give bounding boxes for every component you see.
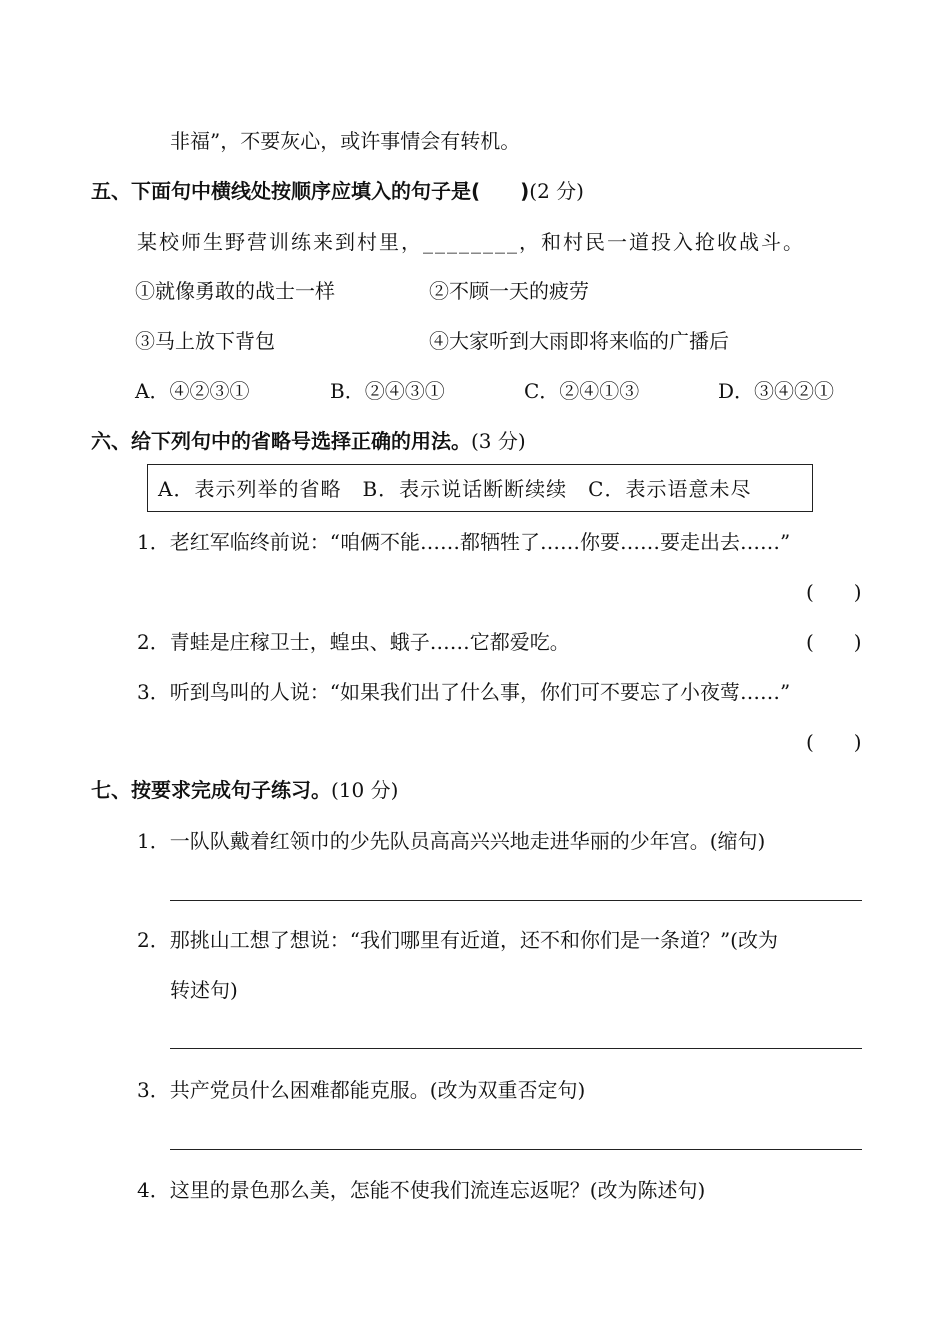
section-5-points: (2 分)	[529, 179, 584, 203]
ellipsis-usage-box	[147, 464, 813, 512]
section-5-heading	[91, 177, 584, 205]
answer-paren-3[interactable]: ( )	[806, 730, 862, 754]
answer-line-1[interactable]	[170, 900, 862, 901]
answer-line-3[interactable]	[170, 1149, 862, 1150]
section-5-sentence: 某校师生野营训练来到村里，________，和村民一道投入抢收战斗。	[137, 230, 805, 254]
answer-paren-2[interactable]: ( )	[806, 630, 862, 654]
sentence-option-1: ①就像勇敢的战士一样	[135, 279, 335, 303]
section-7-question-2-cont: 转述句)	[170, 978, 238, 1002]
section-7-points: (10 分)	[331, 778, 399, 802]
answer-paren-1[interactable]: ( )	[806, 580, 862, 604]
answer-choice-c[interactable]: C．②④①③	[524, 379, 640, 403]
ellipsis-usage-options: A．表示列举的省略 B．表示说话断断续续 C．表示语意未尽	[158, 477, 752, 501]
sentence-option-4: ④大家听到大雨即将来临的广播后	[429, 329, 729, 353]
section-7-question-4: 4．这里的景色那么美，怎能不使我们流连忘返呢？(改为陈述句)	[137, 1178, 706, 1202]
answer-choice-a[interactable]: A．④②③①	[135, 379, 250, 403]
section-6-heading	[91, 427, 526, 455]
answer-line-2[interactable]	[170, 1048, 862, 1049]
sentence-option-2: ②不顾一天的疲劳	[429, 279, 589, 303]
section-7-heading	[91, 776, 398, 804]
section-6-question-1: 1．老红军临终前说：“咱俩不能……都牺牲了……你要……要走出去……”	[137, 530, 791, 554]
section-7-question-3: 3．共产党员什么困难都能克服。(改为双重否定句)	[137, 1078, 586, 1102]
section-7-title: 七、按要求完成句子练习。	[91, 778, 331, 802]
section-6-points: (3 分)	[471, 429, 526, 453]
answer-choice-d[interactable]: D．③④②①	[718, 379, 835, 403]
section-7-question-1: 1．一队队戴着红领巾的少先队员高高兴兴地走进华丽的少年宫。(缩句)	[137, 829, 766, 853]
answer-choice-b[interactable]: B．②④③①	[330, 379, 445, 403]
sentence-option-3: ③马上放下背包	[135, 329, 275, 353]
section-5-title: 五、下面句中横线处按顺序应填入的句子是( )	[91, 179, 530, 203]
section-6-question-2: 2．青蛙是庄稼卫士，蝗虫、蛾子……它都爱吃。	[137, 630, 570, 654]
section-6-title: 六、给下列句中的省略号选择正确的用法。	[91, 429, 471, 453]
section-7-question-2: 2．那挑山工想了想说：“我们哪里有近道，还不和你们是一条道？”(改为	[137, 928, 778, 952]
continuation-text: 非福”，不要灰心，或许事情会有转机。	[170, 129, 521, 153]
section-6-question-3: 3．听到鸟叫的人说：“如果我们出了什么事，你们可不要忘了小夜莺……”	[137, 680, 791, 704]
